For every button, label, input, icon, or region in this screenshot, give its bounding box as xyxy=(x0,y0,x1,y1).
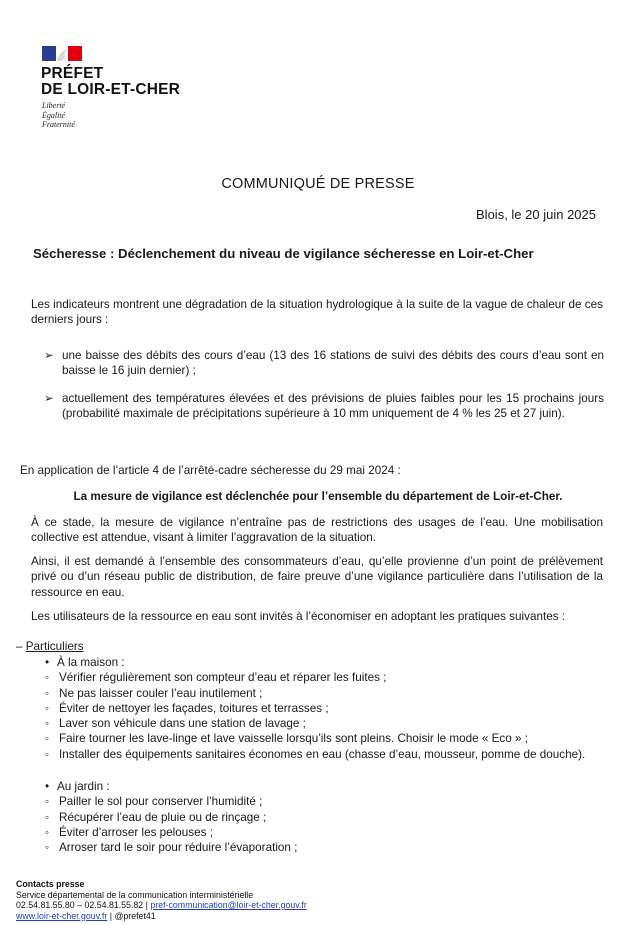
list-item xyxy=(40,747,604,762)
list-item-text: Installer des équipements sanitaires économes en eau (chasse d’eau, mousseur, pomme de douche). xyxy=(59,747,586,761)
list-heading-garden xyxy=(40,779,604,794)
garden-practices-list xyxy=(40,779,604,855)
list-item xyxy=(40,686,604,701)
brand-line-1: PRÉFET xyxy=(41,65,104,82)
list-item-text: Faire tourner les lave-linge et lave vaisselle lorsqu’ils sont pleins. Choisir le mode « Eco » ; xyxy=(59,732,529,746)
contacts-email-link[interactable]: pref-communication@loir-et-cher.gouv.fr xyxy=(150,900,307,910)
flag-blue-band xyxy=(42,46,56,61)
contacts-service: Service départemental de la communication interministérielle xyxy=(16,889,254,900)
circle-bullet-icon: ◦ xyxy=(44,841,50,855)
list-item-text: Récupérer l’eau de pluie ou de rinçage ; xyxy=(59,810,267,824)
place-and-date: Blois, le 20 juin 2025 xyxy=(476,207,596,222)
circle-bullet-icon: ◦ xyxy=(44,825,50,839)
list-item xyxy=(40,731,604,746)
list-item xyxy=(40,840,604,855)
list-item xyxy=(40,794,604,809)
home-practices-list xyxy=(40,655,604,762)
list-heading-text: Au jardin : xyxy=(57,780,110,793)
indicator-text: une baisse des débits des cours d’eau (13 des 16 stations de suivi des débits des cours d’eau sont en baisse le 16 juin dernier) ; xyxy=(62,349,604,378)
list-item xyxy=(40,670,604,685)
separator: | xyxy=(109,910,113,921)
contacts-label: Contacts presse xyxy=(16,879,85,889)
intro-paragraph: Les indicateurs montrent une dégradation de la situation hydrologique à la suite de la vague de chaleur de ces derniers jours : xyxy=(31,298,603,327)
list-item-text: Éviter de nettoyer les façades, toitures et terrasses ; xyxy=(59,701,329,715)
contacts-phones: 02.54.81.55.80 – 02.54.81.55.82 xyxy=(16,900,144,910)
list-item xyxy=(40,825,604,840)
list-item-text: Ne pas laisser couler l’eau inutilement ; xyxy=(59,686,263,700)
list-heading-home xyxy=(40,655,604,670)
application-line: En application de l’article 4 de l’arrêté-cadre sécheresse du 29 mai 2024 : xyxy=(20,464,401,477)
list-item-text: Éviter d’arroser les pelouses ; xyxy=(59,825,213,839)
document-title: COMMUNIQUÉ DE PRESSE xyxy=(221,176,415,192)
list-item-text: Pailler le sol pour conserver l’humidité ; xyxy=(59,795,263,809)
bullet-icon: • xyxy=(44,656,50,669)
republic-motto xyxy=(42,101,75,130)
marianne-flag-logo xyxy=(42,46,82,61)
social-handle: @prefet41 xyxy=(114,910,156,921)
website-link[interactable]: www.loir-et-cher.gouv.fr xyxy=(16,910,108,921)
circle-bullet-icon: ◦ xyxy=(44,686,50,700)
arrow-bullet-icon: ➢ xyxy=(44,392,54,405)
motto-liberte: Liberté xyxy=(42,101,66,110)
flag-red-band xyxy=(68,46,82,61)
list-item xyxy=(40,716,604,731)
motto-egalite: Égalité xyxy=(42,110,66,120)
indicator-text: actuellement des températures élevées et des prévisions de pluies faibles pour les 15 prochains jours (probabilité maximale de précipitations supérieure à 10 mm uniquement de 4 % les 25 et 27 juin). xyxy=(62,392,604,421)
press-subject: Sécheresse : Déclenchement du niveau de vigilance sécheresse en Loir-et-Cher xyxy=(33,246,534,261)
list-heading-text: À la maison : xyxy=(57,656,125,669)
contacts-line-phones xyxy=(16,900,307,911)
circle-bullet-icon: ◦ xyxy=(44,717,50,731)
vigilance-measure: La mesure de vigilance est déclenchée pour l’ensemble du département de Loir-et-Cher. xyxy=(73,490,563,503)
motto-fraternite: Fraternité xyxy=(42,120,75,129)
prefecture-brand xyxy=(41,66,180,98)
request-paragraph: Ainsi, il est demandé à l’ensemble des consommateurs d’eau, qu’elle provienne d’un point de prélèvement privé ou d’un réseau public de distribution, de faire preuve d’une vigilance particulière dans l’utilisation de la ressource en eau. xyxy=(31,555,603,599)
indicator-item xyxy=(44,348,604,379)
list-item xyxy=(40,810,604,825)
circle-bullet-icon: ◦ xyxy=(44,701,50,715)
list-item-text: Arroser tard le soir pour réduire l’évaporation ; xyxy=(59,841,298,855)
list-item xyxy=(40,701,604,716)
circle-bullet-icon: ◦ xyxy=(44,671,50,685)
circle-bullet-icon: ◦ xyxy=(44,795,50,809)
invite-paragraph: Les utilisateurs de la ressource en eau sont invités à l’économiser en adoptant les pratiques suivantes : xyxy=(31,610,566,623)
indicator-item xyxy=(44,391,604,422)
contacts-line-web xyxy=(16,911,307,922)
list-item-text: Laver son véhicule dans une station de lavage ; xyxy=(59,717,306,731)
section-label: Particuliers xyxy=(25,640,84,653)
separator: | xyxy=(145,900,148,910)
circle-bullet-icon: ◦ xyxy=(44,732,50,746)
section-particuliers xyxy=(16,640,84,653)
section-dash: – xyxy=(16,640,23,653)
brand-line-2: DE LOIR-ET-CHER xyxy=(41,81,181,98)
press-contacts xyxy=(16,879,307,921)
list-item-text: Vérifier régulièrement son compteur d’eau et réparer les fuites ; xyxy=(59,671,387,685)
circle-bullet-icon: ◦ xyxy=(44,747,50,761)
bullet-icon: • xyxy=(44,780,50,793)
arrow-bullet-icon: ➢ xyxy=(44,349,54,362)
circle-bullet-icon: ◦ xyxy=(44,810,50,824)
stage-paragraph: À ce stade, la mesure de vigilance n’entraîne pas de restrictions des usages de l’eau. Une mobilisation collective est attendue, visant à limiter l’aggravation de la situation. xyxy=(31,516,603,545)
